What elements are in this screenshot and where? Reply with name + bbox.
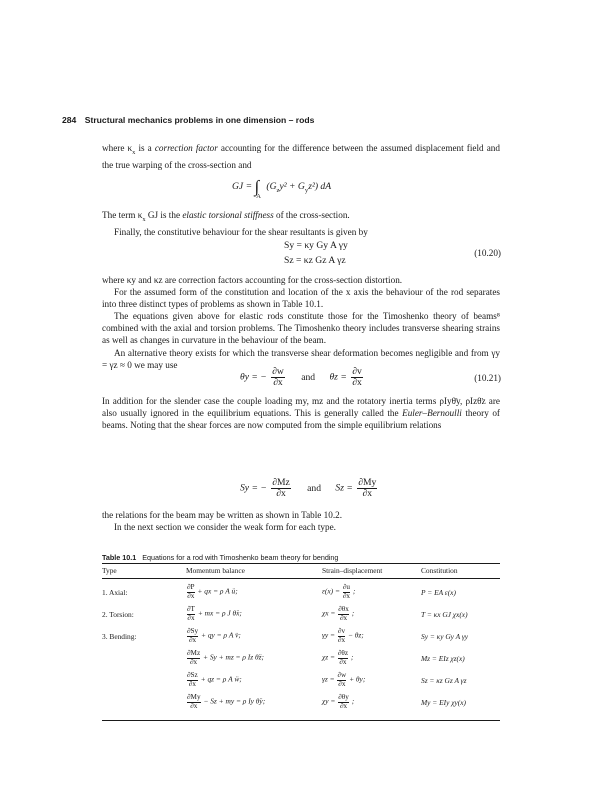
equation-gj: GJ = $\int_A$ $(G_zy^2 + G_yz^2)$ dA (232, 177, 332, 201)
table-cell-strain: ε(x) = $\frac{\partial u}{\partial x}$ ; (322, 583, 356, 600)
running-title: Structural mechanics problems in one dimension – rods (84, 115, 315, 125)
running-header (62, 115, 314, 125)
table-cell-strain: χz = $\frac{\partial\theta z}{\partial x}$ ; (322, 649, 354, 666)
table-cell-momentum: $\frac{\partial Mz}{\partial x}$ + Sy + mz = ρ Iz θ̈z; (187, 649, 264, 666)
table-cell-strain: γz = $\frac{\partial w}{\partial x}$ + θy; (322, 671, 366, 688)
table-cell-momentum: $\frac{\partial My}{\partial x}$ − Sz + my = ρ Iy θ̈y; (187, 693, 266, 710)
table-cell-momentum: $\frac{\partial P}{\partial x}$ + qx = ρ A ü; (187, 583, 238, 600)
table-cell-type: 2. Torsion: (102, 610, 134, 619)
table-cell-strain: γy = $\frac{\partial v}{\partial x}$ − θz; (322, 627, 364, 644)
table-cell-type: 1. Axial: (102, 588, 128, 597)
table-cell-constitution: Sy = κy Gy A γy (421, 632, 469, 641)
equation-shear-equilibrium: Sy = − $\frac{\partial Mz}{\partial x}$ and Sz = $\frac{\partial My}{\partial x}$ (240, 477, 377, 499)
table-caption: Table 10.1 Equations for a rod with Timoshenko beam theory for bending (102, 553, 339, 562)
equation-number-1021: (10.21) (474, 373, 501, 383)
table-cell-strain: χy = $\frac{\partial\theta y}{\partial x}$ ; (322, 693, 355, 710)
paragraph-correction-factor: where $\kappa_x$ is a correction factor accounting for the difference between the assumed displacement field and the true warping of the cross-section and (102, 143, 500, 170)
paragraph-table-reference: the relations for the beam may be written as shown in Table 10.2. In the next section we consider the weak form for each type. (102, 510, 343, 533)
equation-rotations: θy = − $\frac{\partial w}{\partial x}$ and θz = $\frac{\partial v}{\partial x}$ (240, 366, 362, 388)
table-header-type: Type (102, 566, 117, 575)
table-header-constitution: Constitution (421, 566, 458, 575)
table-bottom-rule (102, 720, 500, 721)
table-label: Table 10.1 (102, 553, 137, 562)
equation-shear-resultant-z: Sz = κz Gz A γz (284, 255, 346, 266)
term-correction-factor: correction factor (154, 143, 218, 153)
table-cell-momentum: $\frac{\partial Sz}{\partial x}$ + qz = ρ A ẅ; (187, 671, 242, 688)
term-euler-bernoulli: Euler–Bernoulli (402, 408, 462, 419)
table-header-momentum: Momentum balance (186, 566, 245, 575)
table-cell-constitution: T = κx GJ χx(x) (421, 610, 468, 619)
table-cell-strain: χx = $\frac{\partial\theta x}{\partial x}$ ; (322, 605, 355, 622)
table-cell-type: 3. Bending: (102, 632, 137, 641)
paragraph-timoshenko: where κy and κz are correction factors accounting for the cross-section distortion. For the assumed form of the constitution and location of the x axis the behaviour of the rod separates into three distinct types of problems as shown in Table 10.1. The equations given above for elastic rods constitute those for the Timoshenko theory of beams⁸ combined with the axial and torsion problems. The Timoshenko theory includes transverse shearing strains as well as changes in curvature in the behaviour of the beam. An alternative theory exists for which the transverse shear deformation becomes negligible and from γy = γz ≈ 0 we may use (102, 275, 500, 370)
term-elastic-torsional-stiffness: elastic torsional stiffness (182, 210, 274, 220)
table-cell-constitution: P = EA ε(x) (421, 588, 456, 597)
page-number: 284 (62, 115, 77, 125)
paragraph-torsional-stiffness: The term $\kappa_x$ GJ is the elastic torsional stiffness of the cross-section. Finally, the constitutive behaviour for the shear resultants is given by (102, 210, 368, 237)
equation-shear-resultant-y: Sy = κy Gy A γy (284, 240, 348, 251)
table-cell-constitution: Sz = κz Gz A γz (421, 676, 467, 685)
paragraph-euler-bernoulli: In addition for the slender case the couple loading my, mz and the rotatory inertia terms ρIyθ̈y, ρIzθ̈z are also usually ignored in the equilibrium equations. This is generally called the Euler–Bernoulli theory of beams. Noting that the shear forces are now computed from the simple equilibrium relations (102, 396, 500, 431)
table-cell-constitution: My = EIy χy(x) (421, 698, 466, 707)
table-cell-constitution: Mz = EIz χz(x) (421, 654, 465, 663)
table-cell-momentum: $\frac{\partial Sy}{\partial x}$ + qy = ρ A v̈; (187, 627, 241, 644)
table-header-rule (102, 578, 500, 579)
table-header-strain: Strain–displacement (322, 566, 383, 575)
equation-number-1020: (10.20) (474, 248, 501, 258)
table-cell-momentum: $\frac{\partial T}{\partial x}$ + mx = ρ J θ̈x; (187, 605, 242, 622)
table-top-rule (102, 563, 500, 564)
